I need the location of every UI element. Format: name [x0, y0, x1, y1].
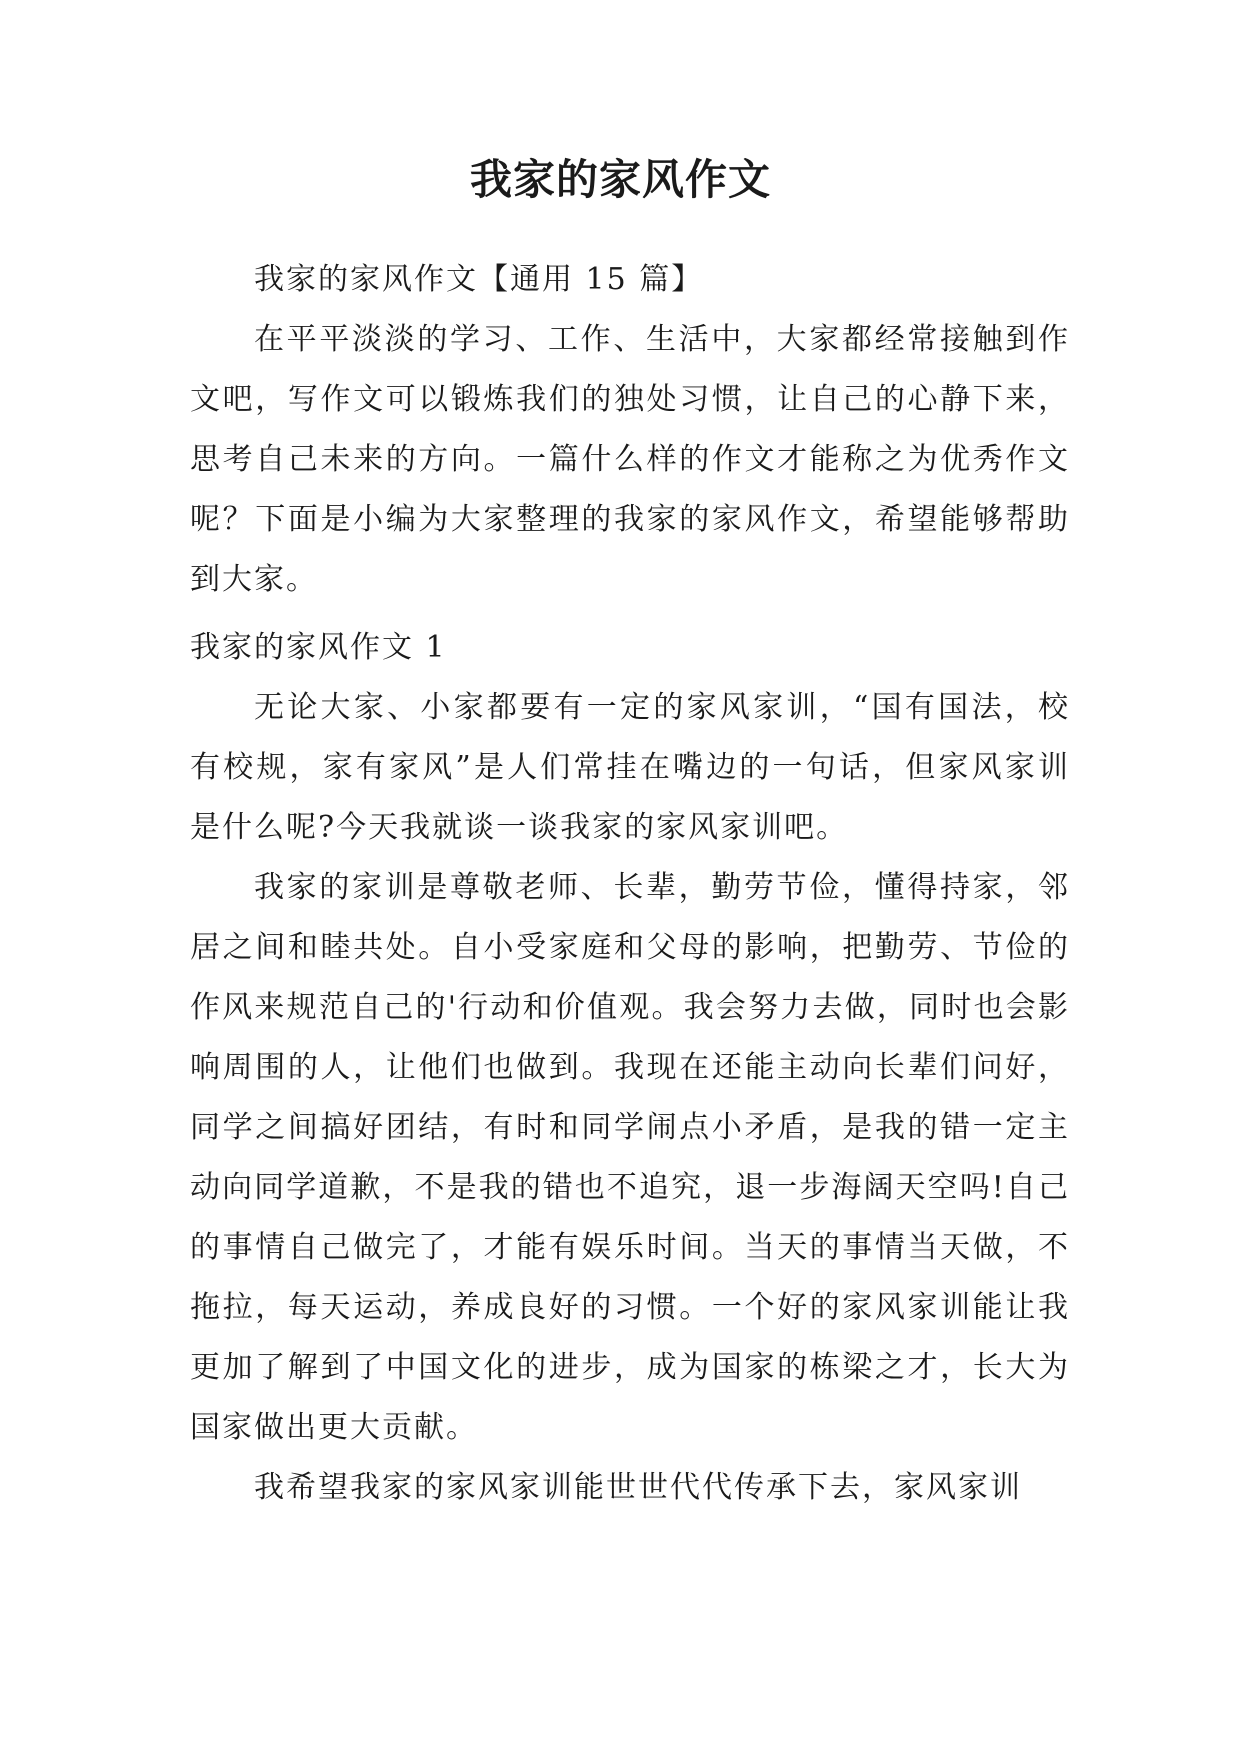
intro-paragraph: 在平平淡淡的学习、工作、生活中，大家都经常接触到作文吧，写作文可以锻炼我们的独处习惯，让自己的心静下来，思考自己未来的方向。一篇什么样的作文才能称之为优秀作文呢？下面是小编为大家整理的我家的家风作文，希望能够帮助到大家。: [190, 322, 1070, 597]
intro-block: [190, 250, 1070, 610]
intro-subtitle: 我家的家风作文【通用 15 篇】: [254, 262, 704, 297]
section-paragraph-2: 我家的家训是尊敬老师、长辈，勤劳节俭，懂得持家，邻居之间和睦共处。自小受家庭和父母的影响，把勤劳、节俭的作风来规范自己的'行动和价值观。我会努力去做，同时也会影响周围的人，让他们也做到。我现在还能主动向长辈们问好，同学之间搞好团结，有时和同学闹点小矛盾，是我的错一定主动向同学道歉，不是我的错也不追究，退一步海阔天空吗!自己的事情自己做完了，才能有娱乐时间。当天的事情当天做，不拖拉，每天运动，养成良好的习惯。一个好的家风家训能让我更加了解到了中国文化的进步，成为国家的栋梁之才，长大为国家做出更大贡献。: [190, 870, 1070, 1445]
section-body: [190, 678, 1070, 1518]
section-paragraph-3: 我希望我家的家风家训能世世代代传承下去，家风家训: [254, 1470, 1022, 1505]
section-heading: 我家的家风作文 1: [190, 630, 447, 665]
document-title: 我家的家风作文: [469, 155, 771, 204]
section-paragraph-1: 无论大家、小家都要有一定的家风家训，“国有国法，校有校规，家有家风”是人们常挂在嘴边的一句话，但家风家训是什么呢?今天我就谈一谈我家的家风家训吧。: [190, 690, 1070, 845]
